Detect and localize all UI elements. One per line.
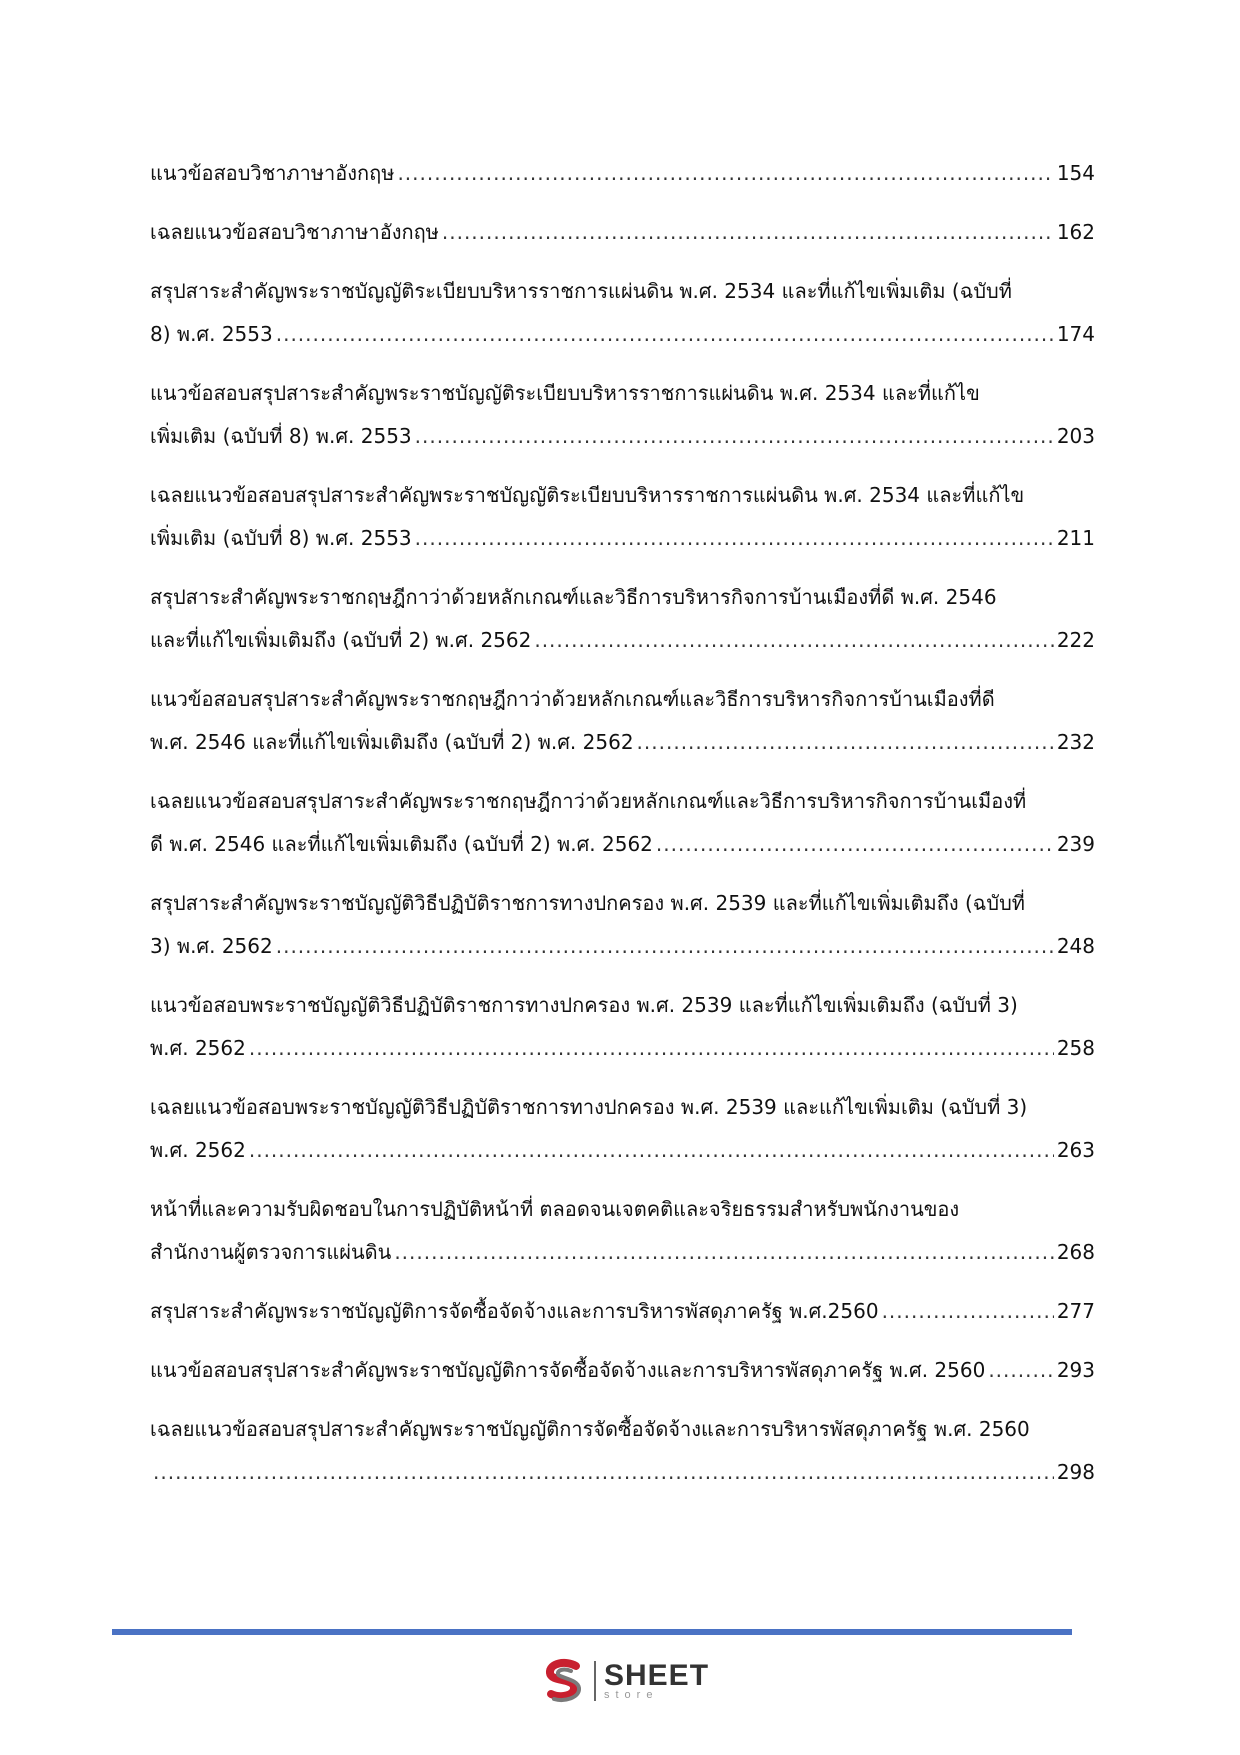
toc-entry [150,882,1095,968]
footer-rule [112,1629,1072,1635]
toc-entry-title: แนวข้อสอบวิชาภาษาอังกฤษ [150,161,395,185]
toc-page-number: 222 [1056,628,1095,652]
toc-entry-line [150,678,1095,721]
toc-entry-line [150,211,1095,254]
toc-entry [150,576,1095,662]
toc-page-number: 154 [1056,161,1095,185]
toc-entry-title: สรุปสาระสำคัญพระราชกฤษฎีกาว่าด้วยหลักเกณฑ์และวิธีการบริหารกิจการบ้านเมืองที่ดี พ.ศ. 2546 [150,585,997,609]
toc-entry-title: สรุปสาระสำคัญพระราชบัญญัติการจัดซื้อจัดจ้างและการบริหารพัสดุภาครัฐ พ.ศ.2560 [150,1299,879,1323]
toc-entry [150,678,1095,764]
toc-leader-dots [442,211,1054,254]
toc-leader-dots [276,313,1054,356]
toc-entry-title: 3) พ.ศ. 2562 [150,934,273,958]
toc-page-number: 239 [1056,832,1095,856]
toc-entry-line [150,1086,1095,1129]
toc-entry-line [150,1027,1095,1070]
toc-entry-title: ดี พ.ศ. 2546 และที่แก้ไขเพิ่มเติมถึง (ฉบับที่ 2) พ.ศ. 2562 [150,832,653,856]
toc-page-number: 248 [1056,934,1095,958]
toc-entry-title: เฉลยแนวข้อสอบสรุปสาระสำคัญพระราชกฤษฎีกาว่าด้วยหลักเกณฑ์และวิธีการบริหารกิจการบ้านเมืองที่ [150,789,1027,813]
toc-entry-title: และที่แก้ไขเพิ่มเติมถึง (ฉบับที่ 2) พ.ศ. 2562 [150,628,532,652]
toc-leader-dots [153,1451,1054,1494]
toc-leader-dots [397,152,1053,195]
toc-entry-title: แนวข้อสอบสรุปสาระสำคัญพระราชบัญญัติระเบียบบริหารราชการแผ่นดิน พ.ศ. 2534 และที่แก้ไข [150,381,980,405]
sheet-store-logo-icon [540,1657,588,1705]
toc-page-number: 203 [1056,424,1095,448]
toc-entry-line [150,984,1095,1027]
toc-entry-title: พ.ศ. 2546 และที่แก้ไขเพิ่มเติมถึง (ฉบับที่ 2) พ.ศ. 2562 [150,730,634,754]
toc-leader-dots [637,721,1054,764]
toc-page-number: 258 [1056,1036,1095,1060]
logo-sub-text: store [604,1689,659,1701]
toc-entry-title: เพิ่มเติม (ฉบับที่ 8) พ.ศ. 2553 [150,526,412,550]
toc-entry [150,1086,1095,1172]
toc-entry-line [150,270,1095,313]
toc-entry-title: แนวข้อสอบพระราชบัญญัติวิธีปฏิบัติราชการทางปกครอง พ.ศ. 2539 และที่แก้ไขเพิ่มเติมถึง (ฉบับที่ 3) [150,993,1018,1017]
toc-page-number: 298 [1056,1460,1095,1484]
toc-entry-line [150,823,1095,866]
toc-page-number: 293 [1056,1358,1095,1382]
table-of-contents [150,152,1095,1510]
logo-brand-text: SHEET [604,1659,710,1692]
toc-entry-title: เฉลยแนวข้อสอบสรุปสาระสำคัญพระราชบัญญัติการจัดซื้อจัดจ้างและการบริหารพัสดุภาครัฐ พ.ศ. 2560 [150,1417,1030,1441]
toc-leader-dots [988,1349,1054,1392]
toc-entry-line [150,313,1095,356]
toc-entry-line [150,1129,1095,1172]
toc-page-number: 263 [1056,1138,1095,1162]
toc-entry-line [150,925,1095,968]
toc-entry [150,1408,1095,1494]
toc-entry-line [150,1451,1095,1494]
toc-entry [150,211,1095,254]
toc-entry-line [150,1290,1095,1333]
toc-page-number: 211 [1056,526,1095,550]
toc-entry-line [150,1231,1095,1274]
toc-entry [150,1188,1095,1274]
toc-entry-title: สรุปสาระสำคัญพระราชบัญญัติระเบียบบริหารราชการแผ่นดิน พ.ศ. 2534 และที่แก้ไขเพิ่มเติม (ฉบับที่ [150,279,1012,303]
toc-entry [150,1290,1095,1333]
toc-leader-dots [415,517,1054,560]
toc-entry-title: สรุปสาระสำคัญพระราชบัญญัติวิธีปฏิบัติราชการทางปกครอง พ.ศ. 2539 และที่แก้ไขเพิ่มเติมถึง (ฉบับที่ [150,891,1025,915]
toc-entry [150,372,1095,458]
toc-entry-line [150,576,1095,619]
toc-leader-dots [415,415,1054,458]
toc-entry [150,474,1095,560]
toc-page-number: 232 [1056,730,1095,754]
toc-entry-line [150,780,1095,823]
toc-entry [150,1349,1095,1392]
logo-separator [594,1661,596,1701]
toc-entry-title: เฉลยแนวข้อสอบพระราชบัญญัติวิธีปฏิบัติราชการทางปกครอง พ.ศ. 2539 และแก้ไขเพิ่มเติม (ฉบับที่ 3) [150,1095,1028,1119]
toc-leader-dots [882,1290,1054,1333]
toc-entry-line [150,1188,1095,1231]
toc-entry-title: แนวข้อสอบสรุปสาระสำคัญพระราชบัญญัติการจัดซื้อจัดจ้างและการบริหารพัสดุภาครัฐ พ.ศ. 2560 [150,1358,986,1382]
toc-leader-dots [276,925,1054,968]
toc-entry [150,152,1095,195]
toc-page-number: 277 [1056,1299,1095,1323]
toc-entry-line [150,1408,1095,1451]
toc-entry-line [150,517,1095,560]
toc-entry [150,984,1095,1070]
toc-entry-line [150,882,1095,925]
toc-entry-title: หน้าที่และความรับผิดชอบในการปฏิบัติหน้าที่ ตลอดจนเจตคติและจริยธรรมสำหรับพนักงานของ [150,1197,960,1221]
toc-entry-line [150,1349,1095,1392]
toc-leader-dots [249,1027,1054,1070]
toc-entry-title: แนวข้อสอบสรุปสาระสำคัญพระราชกฤษฎีกาว่าด้วยหลักเกณฑ์และวิธีการบริหารกิจการบ้านเมืองที่ดี [150,687,995,711]
toc-entry [150,780,1095,866]
toc-entry-title: สำนักงานผู้ตรวจการแผ่นดิน [150,1240,392,1264]
toc-entry-line [150,619,1095,662]
toc-entry-title: เฉลยแนวข้อสอบวิชาภาษาอังกฤษ [150,220,439,244]
toc-entry-line [150,474,1095,517]
toc-entry-line [150,415,1095,458]
toc-leader-dots [534,619,1053,662]
toc-entry-title: พ.ศ. 2562 [150,1036,246,1060]
toc-page-number: 162 [1056,220,1095,244]
toc-entry-line [150,372,1095,415]
toc-entry-line [150,152,1095,195]
toc-leader-dots [656,823,1054,866]
toc-page-number: 174 [1056,322,1095,346]
toc-entry-title: เพิ่มเติม (ฉบับที่ 8) พ.ศ. 2553 [150,424,412,448]
sheet-store-logo [540,1656,709,1706]
toc-entry-line [150,721,1095,764]
toc-entry-title: เฉลยแนวข้อสอบสรุปสาระสำคัญพระราชบัญญัติระเบียบบริหารราชการแผ่นดิน พ.ศ. 2534 และที่แก้ไข [150,483,1025,507]
toc-entry-title: 8) พ.ศ. 2553 [150,322,273,346]
toc-leader-dots [394,1231,1054,1274]
toc-entry [150,270,1095,356]
toc-leader-dots [249,1129,1054,1172]
toc-page-number: 268 [1056,1240,1095,1264]
toc-entry-title: พ.ศ. 2562 [150,1138,246,1162]
